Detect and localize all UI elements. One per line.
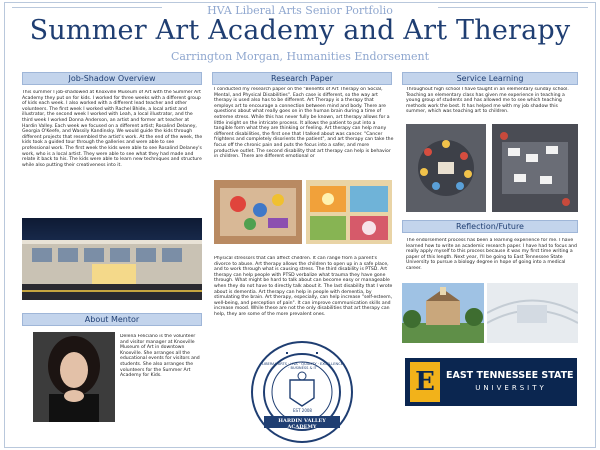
museum-building-photo bbox=[22, 218, 202, 300]
research-text-bottom: Physical stressors that can affect children. It can range from a parent's divorce to abuse. Art therapy allows the children to open up in a safe place, and to work through what is causing stress. The third disability is PTSD. Art therapy can help people with PTSD verbalize what trauma they have gone through. What might be hard to talk about can become easy or manageable when they do not have to directly talk about it. The last disability that I wrote about is dementia. Art therapy can help in people with dementia, by stimulating the brain. Art therapy, especially, can help increase "self-esteem, well-being, and perception of pain". It can improve communication skills and increase mood. While these are not the only disabilities that art therapy can help, they are some of the more prevalent ones. bbox=[214, 256, 393, 317]
seal-est-text: EST 2008 bbox=[293, 408, 312, 413]
research-heading: Research Paper bbox=[212, 72, 392, 85]
classroom-photo-1 bbox=[406, 124, 486, 212]
mentor-portrait-photo bbox=[33, 332, 115, 422]
etsu-campus-photo-1 bbox=[402, 283, 484, 343]
etsu-name-line1: EAST TENNESSEE STATE bbox=[446, 370, 574, 381]
job-shadow-text: This summer I job-shadowed at Knoxville Museum of Art with the Summer Art Academy they put on for kids. I worked for three weeks with a different group of kids each week. I also worked with a different lead teacher and other volunteers. The first week I worked with Rachel Bhide, a local artist and illustrator, the second week I worked with Leah, a local illustrator, and the third week I worked Donna Anderson, an artist and former art teacher at Hardin Valley. Each week we focused on a different artist; Rosalind Delaney, Georgia O'Keefe, and Wassily Kandinsky. We would guide the kids through different projects that resembled the artist's work. At the end of the week, the kids took a guided tour through the galleries and were able to see professional work. The first week the kids were able to see Rosalind Delaney's work, who is a local artist. They were able to see what they had made and relate it back to his. The kids were able to learn new techniques and structure while also putting their creativeness into it. bbox=[22, 90, 203, 168]
etsu-campus-photo-2 bbox=[487, 283, 578, 343]
page-subtitle: Carrington Morgan, Humanities Endorsement bbox=[170, 50, 430, 63]
seal-ring-text: LIBERAL ARTS · HVA · QUALITY · EXCELLENCE · BUSINESS & IT bbox=[262, 362, 343, 370]
art-therapy-photo-1 bbox=[214, 180, 302, 244]
page-title: Summer Art Academy and Art Therapy bbox=[29, 15, 571, 46]
classroom-photo-2 bbox=[492, 124, 578, 212]
job-shadow-heading: Job-Shadow Overview bbox=[22, 72, 202, 85]
reflection-text: The endorsement process has been a learning experience for me. I have learned how to write an academic research paper. I have had to focus and really apply myself to this process because it was my first time writing a paper of this length. Next year, I'll be going to East Tennessee State University to pursue a biology degree in hope of going into a medical career. bbox=[406, 238, 577, 271]
mentor-text: Delena Feliciano is the volunteer and visitor manager at Knoxville Museum of Art in downtown Knoxville. She arranges all the educational events for visitors and students. She also arranges the volunteers for the Summer Art Academy for Kids. bbox=[120, 334, 200, 379]
research-text-top: I conducted my research paper on the "Benefits of Art Therapy on Social, Mental, and Physical Disabilities". Each case is different, so the way art therapy is used also has to be different. Art Therapy is a therapy that employs art to encourage a connection between mind and body. There are questions about what really goes on in the human brain during a time of extreme stress. While this has never fully be known, art therapy allows for a little insight on the intricate process. It allows the patient to put into a tangible form what they are thinking or feeling. Art therapy can help many different disabilities, the first one that I talked about was cancer. "Cancer frightens and completely disorients the patient", and art therapy can take the focus off the chronic pain and puts the focus into a safer, and more productive outlet. The second disability that art therapy can help is behavior in children. There are different emotional or bbox=[214, 87, 394, 160]
portfolio-label: HVA Liberal Arts Senior Portfolio bbox=[207, 4, 393, 17]
reflection-heading: Reflection/Future bbox=[402, 220, 578, 233]
mentor-heading: About Mentor bbox=[22, 313, 202, 326]
service-learning-heading: Service Learning bbox=[402, 72, 578, 85]
etsu-name-line2: UNIVERSITY bbox=[475, 384, 547, 392]
etsu-e-letter: E bbox=[415, 367, 435, 397]
seal-banner-text: HARDIN VALLEY ACADEMY bbox=[278, 418, 326, 430]
art-therapy-photo-2 bbox=[306, 180, 392, 244]
service-learning-text: Throughout high school I have taught in an elementary sunday school. Teaching an elementary class has given me experience in teaching a young group of students and has allowed me to see which teaching methods work the best. It has helped me with my job shadow this summer, which was teaching art to children. bbox=[406, 87, 569, 115]
